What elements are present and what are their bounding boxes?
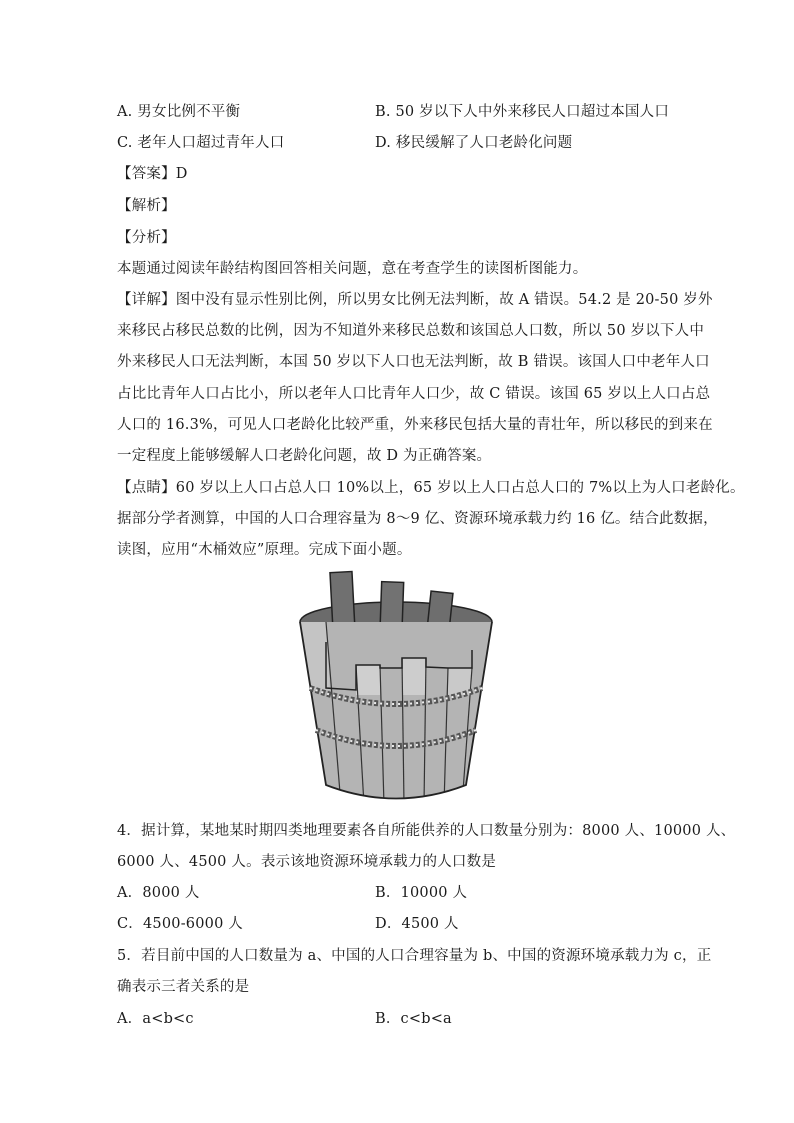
jiexi-label: 【解析】 bbox=[117, 198, 176, 214]
option-d-prev: D. 移民缓解了人口老龄化问题 bbox=[375, 135, 573, 151]
analysis-text: 本题通过阅读年龄结构图回答相关问题，意在考查学生的读图析图能力。 bbox=[117, 261, 588, 277]
option-a-prev: A. 男女比例不平衡 bbox=[117, 104, 241, 120]
q4-option-a: A．8000 人 bbox=[117, 885, 200, 901]
q4-option-b: B．10000 人 bbox=[375, 885, 468, 901]
q5-stem-line: 5．若目前中国的人口数量为 a、中国的人口合理容量为 b、中国的资源环境承载力为 c，正 bbox=[117, 948, 712, 964]
tip-line: 据部分学者测算，中国的人口合理容量为 8～9 亿、资源环境承载力约 16 亿。结合此数据， bbox=[117, 511, 718, 527]
q4-option-c: C．4500-6000 人 bbox=[117, 916, 244, 932]
detail-line: 【详解】图中没有显示性别比例，所以男女比例无法判断，故 A 错误。54.2 是 20-50 岁外 bbox=[117, 292, 713, 308]
detail-line: 占比比青年人口占比小，所以老年人口比青年人口少，故 C 错误。该国 65 岁以上人口占总 bbox=[117, 386, 711, 402]
q4-option-d: D．4500 人 bbox=[375, 916, 459, 932]
option-b-prev: B. 50 岁以下人中外来移民人口超过本国人口 bbox=[375, 104, 670, 120]
fenxi-label: 【分析】 bbox=[117, 230, 176, 246]
tip-line: 读图，应用“木桶效应”原理。完成下面小题。 bbox=[117, 542, 412, 558]
detail-line: 人口的 16.3%，可见人口老龄化比较严重，外来移民包括大量的青壮年，所以移民的到来在 bbox=[117, 417, 713, 433]
detail-line: 外来移民人口无法判断，本国 50 岁以下人口也无法判断，故 B 错误。该国人口中老年人口 bbox=[117, 354, 710, 370]
q4-stem-line: 6000 人、4500 人。表示该地资源环境承载力的人口数是 bbox=[117, 854, 497, 870]
q5-option-a: A．a<b<c bbox=[117, 1011, 194, 1027]
q5-stem-line: 确表示三者关系的是 bbox=[117, 979, 250, 995]
bucket-body bbox=[296, 610, 496, 805]
option-c-prev: C. 老年人口超过青年人口 bbox=[117, 135, 285, 151]
q5-option-b: B．c<b<a bbox=[375, 1011, 452, 1027]
detail-line: 来移民占移民总数的比例，因为不知道外来移民总数和该国总人口数，所以 50 岁以下人中 bbox=[117, 323, 705, 339]
q4-stem-line: 4．据计算，某地某时期四类地理要素各自所能供养的人口数量分别为：8000 人、10000 人、 bbox=[117, 823, 736, 839]
wooden-bucket-illustration bbox=[296, 570, 496, 805]
answer-label: 【答案】D bbox=[117, 166, 188, 182]
tip-line: 【点睛】60 岁以上人口占总人口 10%以上，65 岁以上人口占总人口的 7%以上为人口老龄化。 bbox=[117, 480, 745, 496]
detail-line: 一定程度上能够缓解人口老龄化问题，故 D 为正确答案。 bbox=[117, 448, 492, 464]
